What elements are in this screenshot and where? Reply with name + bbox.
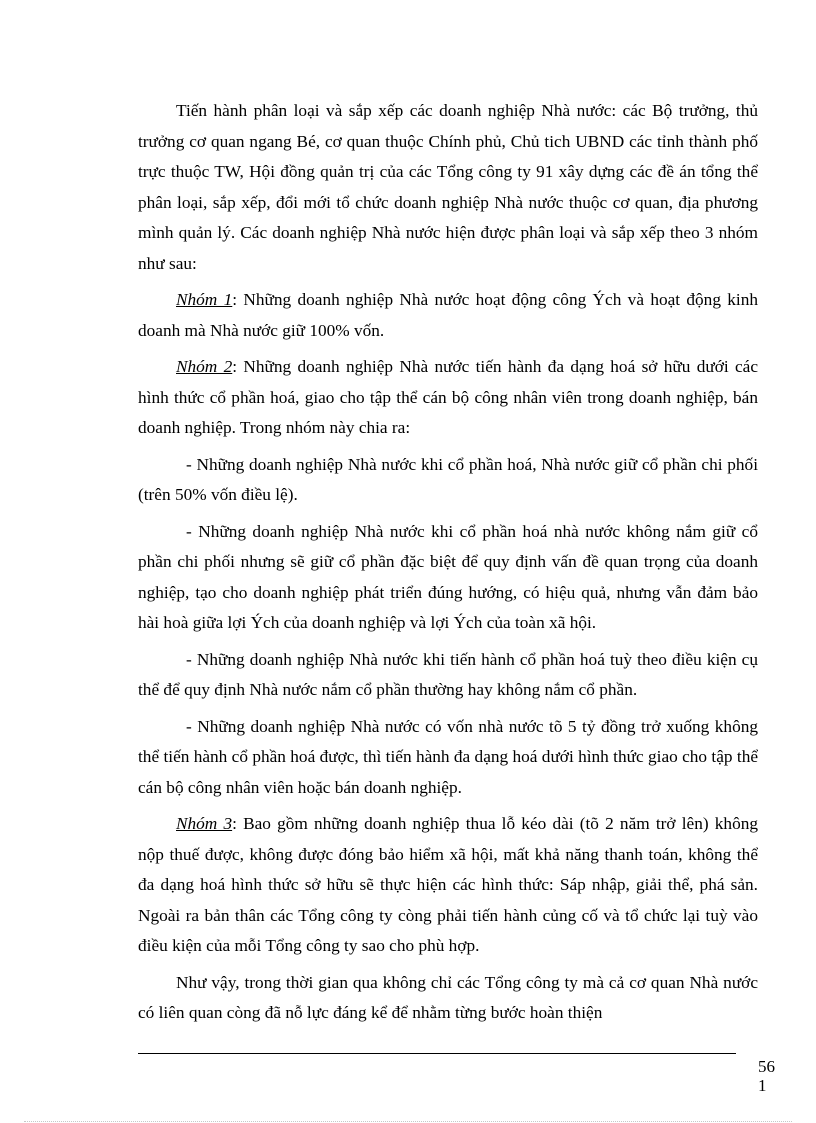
paragraph-group-3 — [138, 809, 758, 962]
group-3-text: : Bao gồm những doanh nghiệp thua lỗ kéo dài (tõ 2 năm trở lên) không nộp thuế được, không được đóng bảo hiểm xã hội, mất khả năng thanh toán, không thể đa dạng hoá hình thức sở hữu sẽ thực hiện các hình thức: Sáp nhập, giải thể, phá sản. Ngoài ra bản thân các Tổng công ty còng phải tiến hành củng cố và tổ chức lại tuỳ vào điều kiện của mỗi Tổng công ty sao cho phù hợp. — [138, 814, 758, 955]
page-number-line-2: 1 — [758, 1076, 767, 1095]
group-1-text: : Những doanh nghiệp Nhà nước hoạt động công Ých và hoạt động kinh doanh mà Nhà nước giữ 100% vốn. — [138, 290, 759, 340]
page-bottom-edge — [24, 1121, 792, 1122]
bullet-item-3: - Những doanh nghiệp Nhà nước khi tiến hành cổ phần hoá tuỳ theo điều kiện cụ thể để quy định Nhà nước nắm cổ phần thường hay không nắm cổ phần. — [138, 649, 758, 699]
page-number — [758, 1057, 788, 1095]
paragraph-group-2 — [138, 352, 758, 444]
bullet-item-2: - Những doanh nghiệp Nhà nước khi cổ phần hoá nhà nước không nắm giữ cổ phần chi phối nhưng sẽ giữ cổ phần đặc biệt để quy định vấn đề quan trọng của doanh nghiệp, tạo cho doanh nghiệp phát triển đúng hướng, có hiệu quả, nhưng vẫn đảm bảo hài hoà giữa lợi Ých của doanh nghiệp và lợi Ých của toàn xã hội. — [138, 521, 758, 632]
paragraph-group-1 — [138, 285, 758, 346]
footer-divider — [138, 1053, 736, 1054]
document-body — [138, 96, 758, 1035]
bullet-item-1: - Những doanh nghiệp Nhà nước khi cổ phần hoá, Nhà nước giữ cổ phần chi phối (trên 50% vốn điều lệ). — [138, 454, 758, 504]
bullet-item-4: - Những doanh nghiệp Nhà nước có vốn nhà nước tõ 5 tỷ đồng trở xuống không thể tiến hành cổ phần hoá được, thì tiến hành đa dạng hoá dưới hình thức giao cho tập thể cán bộ công nhân viên hoặc bán doanh nghiệp. — [138, 716, 758, 797]
group-2-label: Nhóm 2 — [176, 357, 233, 376]
paragraph-intro: Tiến hành phân loại và sắp xếp các doanh nghiệp Nhà nước: các Bộ trưởng, thủ trưởng cơ quan ngang Bé, cơ quan thuộc Chính phủ, Chủ tich UBND các tỉnh thành phố trực thuộc TW, Hội đồng quản trị của các Tổng công ty 91 xây dựng các đề án tổng thể phân loại, sắp xếp, đổi mới tổ chức doanh nghiệp Nhà nước thuộc cơ quan, địa phương mình quản lý. Các doanh nghiệp Nhà nước hiện được phân loại và sắp xếp theo 3 nhóm như sau: — [138, 101, 758, 273]
paragraph-conclusion: Như vậy, trong thời gian qua không chỉ các Tổng công ty mà cả cơ quan Nhà nước có liên quan còng đã nỗ lực đáng kể để nhằm từng bước hoàn thiện — [138, 972, 758, 1022]
page-number-line-1: 56 — [758, 1057, 775, 1076]
group-1-label: Nhóm 1 — [176, 290, 233, 309]
group-2-text: : Những doanh nghiệp Nhà nước tiến hành đa dạng hoá sở hữu dưới các hình thức cổ phần hoá, giao cho tập thể cán bộ công nhân viên trong doanh nghiệp, bán doanh nghiệp. Trong nhóm này chia ra: — [138, 357, 758, 437]
group-3-label: Nhóm 3 — [176, 814, 233, 833]
